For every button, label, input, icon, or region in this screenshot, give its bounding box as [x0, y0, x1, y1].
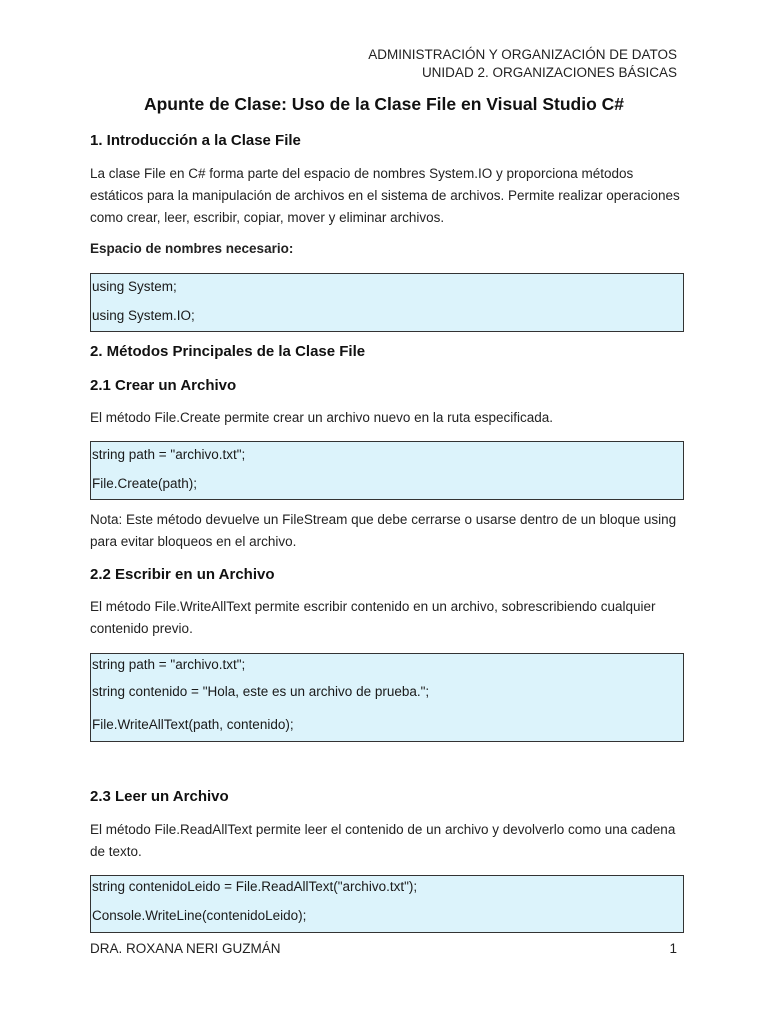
- section-2-2-paragraph: El método File.WriteAllText permite escribir contenido en un archivo, sobrescribiendo cualquier contenido previo.: [90, 599, 656, 636]
- code-block-namespaces: [90, 273, 684, 332]
- code-line: File.WriteAllText(path, contenido);: [92, 716, 294, 732]
- section-2-2-heading: 2.2 Escribir en un Archivo: [90, 566, 275, 583]
- section-2-1-heading: 2.1 Crear un Archivo: [90, 377, 237, 394]
- section-2-1-note: Nota: Este método devuelve un FileStream que debe cerrarse o usarse dentro de un bloque using para evitar bloqueos en el archivo.: [90, 512, 677, 549]
- section-2-3-paragraph: El método File.ReadAllText permite leer el contenido de un archivo y devolverlo como una cadena de texto.: [90, 822, 676, 859]
- namespace-label: Espacio de nombres necesario:: [90, 241, 294, 256]
- page-header: [368, 46, 677, 82]
- code-line: string contenidoLeido = File.ReadAllText("archivo.txt");: [92, 879, 418, 894]
- section-2-heading: 2. Métodos Principales de la Clase File: [90, 343, 366, 360]
- page-number: 1: [669, 941, 677, 956]
- section-2-1-paragraph: El método File.Create permite crear un archivo nuevo en la ruta especificada.: [90, 410, 553, 425]
- code-line: Console.WriteLine(contenidoLeido);: [92, 907, 307, 923]
- code-line: string contenido = "Hola, este es un archivo de prueba.";: [92, 684, 430, 699]
- code-line: string path = "archivo.txt";: [92, 446, 246, 462]
- section-1-paragraph: La clase File en C# forma parte del espacio de nombres System.IO y proporciona métodos estáticos para la manipulación de archivos en el sistema de archivos. Permite realizar operaciones como crear, leer, escribir, copiar, mover y eliminar archivos.: [90, 166, 680, 225]
- code-line: using System;: [92, 278, 177, 294]
- section-2-3-heading: 2.3 Leer un Archivo: [90, 788, 229, 805]
- code-block-create: [90, 441, 684, 500]
- code-line: string path = "archivo.txt";: [92, 657, 246, 672]
- section-1-heading: 1. Introducción a la Clase File: [90, 132, 301, 149]
- footer-author: DRA. ROXANA NERI GUZMÁN: [90, 941, 281, 956]
- code-line: using System.IO;: [92, 307, 195, 323]
- code-block-read: [90, 875, 684, 933]
- code-block-write: [90, 653, 684, 742]
- document-title: Apunte de Clase: Uso de la Clase File en Visual Studio C#: [143, 94, 625, 114]
- code-line: File.Create(path);: [92, 475, 198, 491]
- header-course: ADMINISTRACIÓN Y ORGANIZACIÓN DE DATOS: [368, 47, 677, 62]
- header-unit: UNIDAD 2. ORGANIZACIONES BÁSICAS: [421, 65, 677, 80]
